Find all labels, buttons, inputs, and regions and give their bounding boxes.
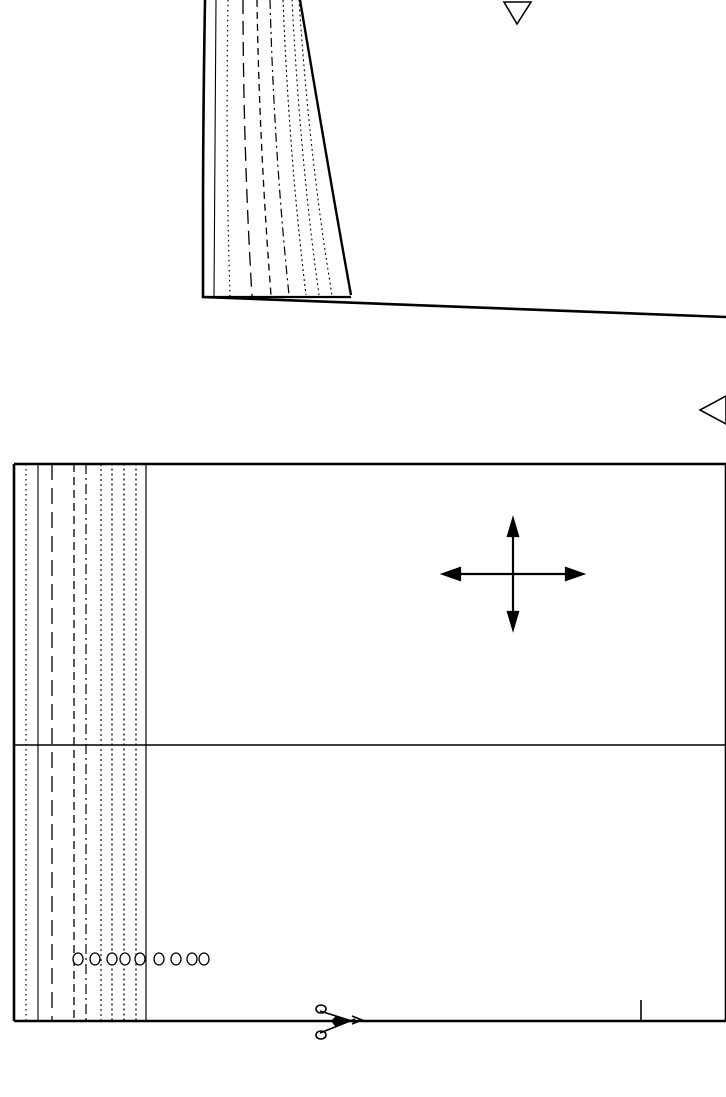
- notch-triangle-down-icon: [504, 2, 531, 24]
- lower-piece: [14, 464, 726, 1021]
- upper-piece: [203, 0, 726, 317]
- upper-piece-outline: [203, 0, 726, 317]
- upper-piece-right-edge: [300, 0, 351, 295]
- button-placement-dots-icon: [73, 953, 209, 965]
- grainline-arrow-icon: [443, 519, 583, 629]
- upper-size-line-long-dash: [243, 0, 252, 296]
- upper-size-line-dash: [257, 0, 271, 295]
- upper-size-line-dotted: [227, 0, 230, 296]
- upper-size-line-solid-1: [214, 0, 216, 296]
- upper-size-line-dash-dot: [270, 0, 289, 295]
- upper-size-line-circle-chain: [292, 0, 319, 295]
- upper-size-line-circle-chain-outer: [299, 0, 332, 295]
- notch-triangle-left-icon: [700, 396, 726, 424]
